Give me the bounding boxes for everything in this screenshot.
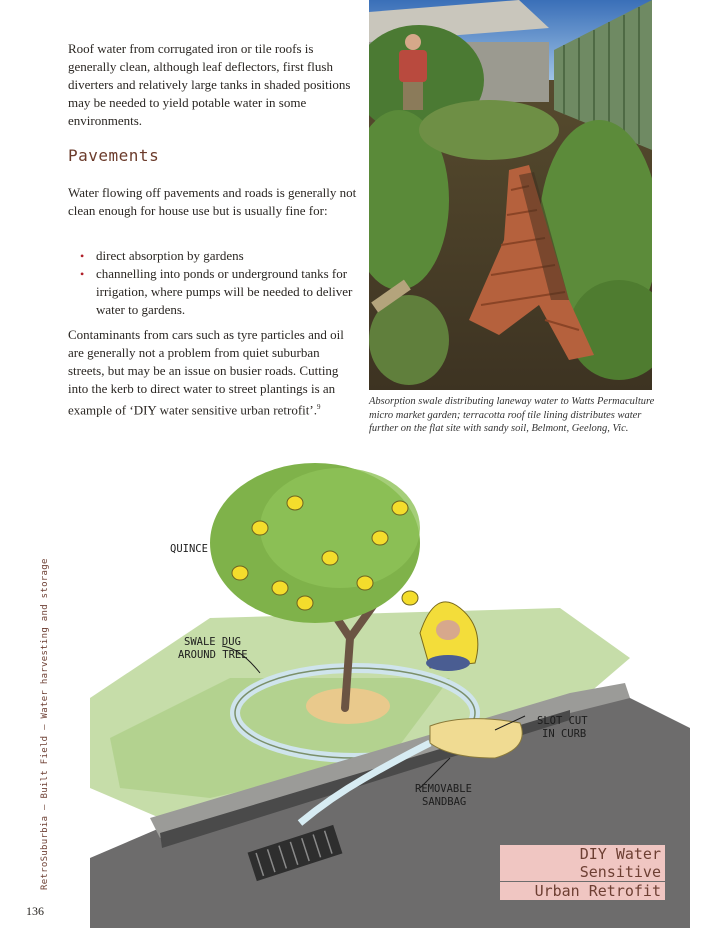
photo-caption: Absorption swale distributing laneway water to Watts Permaculture micro market garden; terracotta roof tile lining distributes water further on the flat site with sandy soil, Belmont, Geelong, Vic. <box>369 396 655 434</box>
sandbag-label-line1: REMOVABLE <box>415 783 472 795</box>
illustration-title <box>500 845 665 901</box>
list-item: • direct absorption by gardens <box>80 248 244 263</box>
bullet-icon: • <box>80 267 85 281</box>
list-item: • channelling into ponds or underground tanks for irrigation, where pumps will be needed to deliver water to gardens. <box>80 266 353 317</box>
illustration-title-line2: Urban Retrofit <box>500 882 665 900</box>
illustration-title-line1: DIY Water Sensitive <box>500 845 665 881</box>
garden-swale-photo <box>369 0 652 390</box>
running-title: RetroSuburbia – Built Field – Water harvesting and storage <box>40 558 50 890</box>
sandbag-label-line2: SANDBAG <box>422 796 467 808</box>
section-heading: Pavements <box>68 146 160 165</box>
bullet-icon: • <box>80 249 85 263</box>
quince-label: QUINCE <box>170 543 208 555</box>
footnote-ref: 9 <box>316 403 321 411</box>
intro-paragraph: Roof water from corrugated iron or tile roofs is generally clean, although leaf deflectors, first flush diverters and relatively large tanks in shaded positions may be needed to yield potable water in some environments. <box>68 41 351 128</box>
slot-label-line1: SLOT CUT <box>537 715 588 727</box>
slot-label-line2: IN CURB <box>542 728 587 740</box>
swale-label-line2: AROUND TREE <box>178 649 248 661</box>
page-number: 136 <box>26 904 44 918</box>
pavements-paragraph: Water flowing off pavements and roads is generally not clean enough for house use but is usually fine for: <box>68 185 357 218</box>
contaminants-paragraph: Contaminants from cars such as tyre particles and oil are generally not a problem from quiet suburban streets, but may be an issue on busier roads. Cutting into the kerb to direct water to street plantings is an example of ‘DIY water sensitive urban retrofit’.$^9$ <box>68 327 344 418</box>
swale-label-line1: SWALE DUG <box>184 636 241 648</box>
bullet-list <box>78 247 358 319</box>
